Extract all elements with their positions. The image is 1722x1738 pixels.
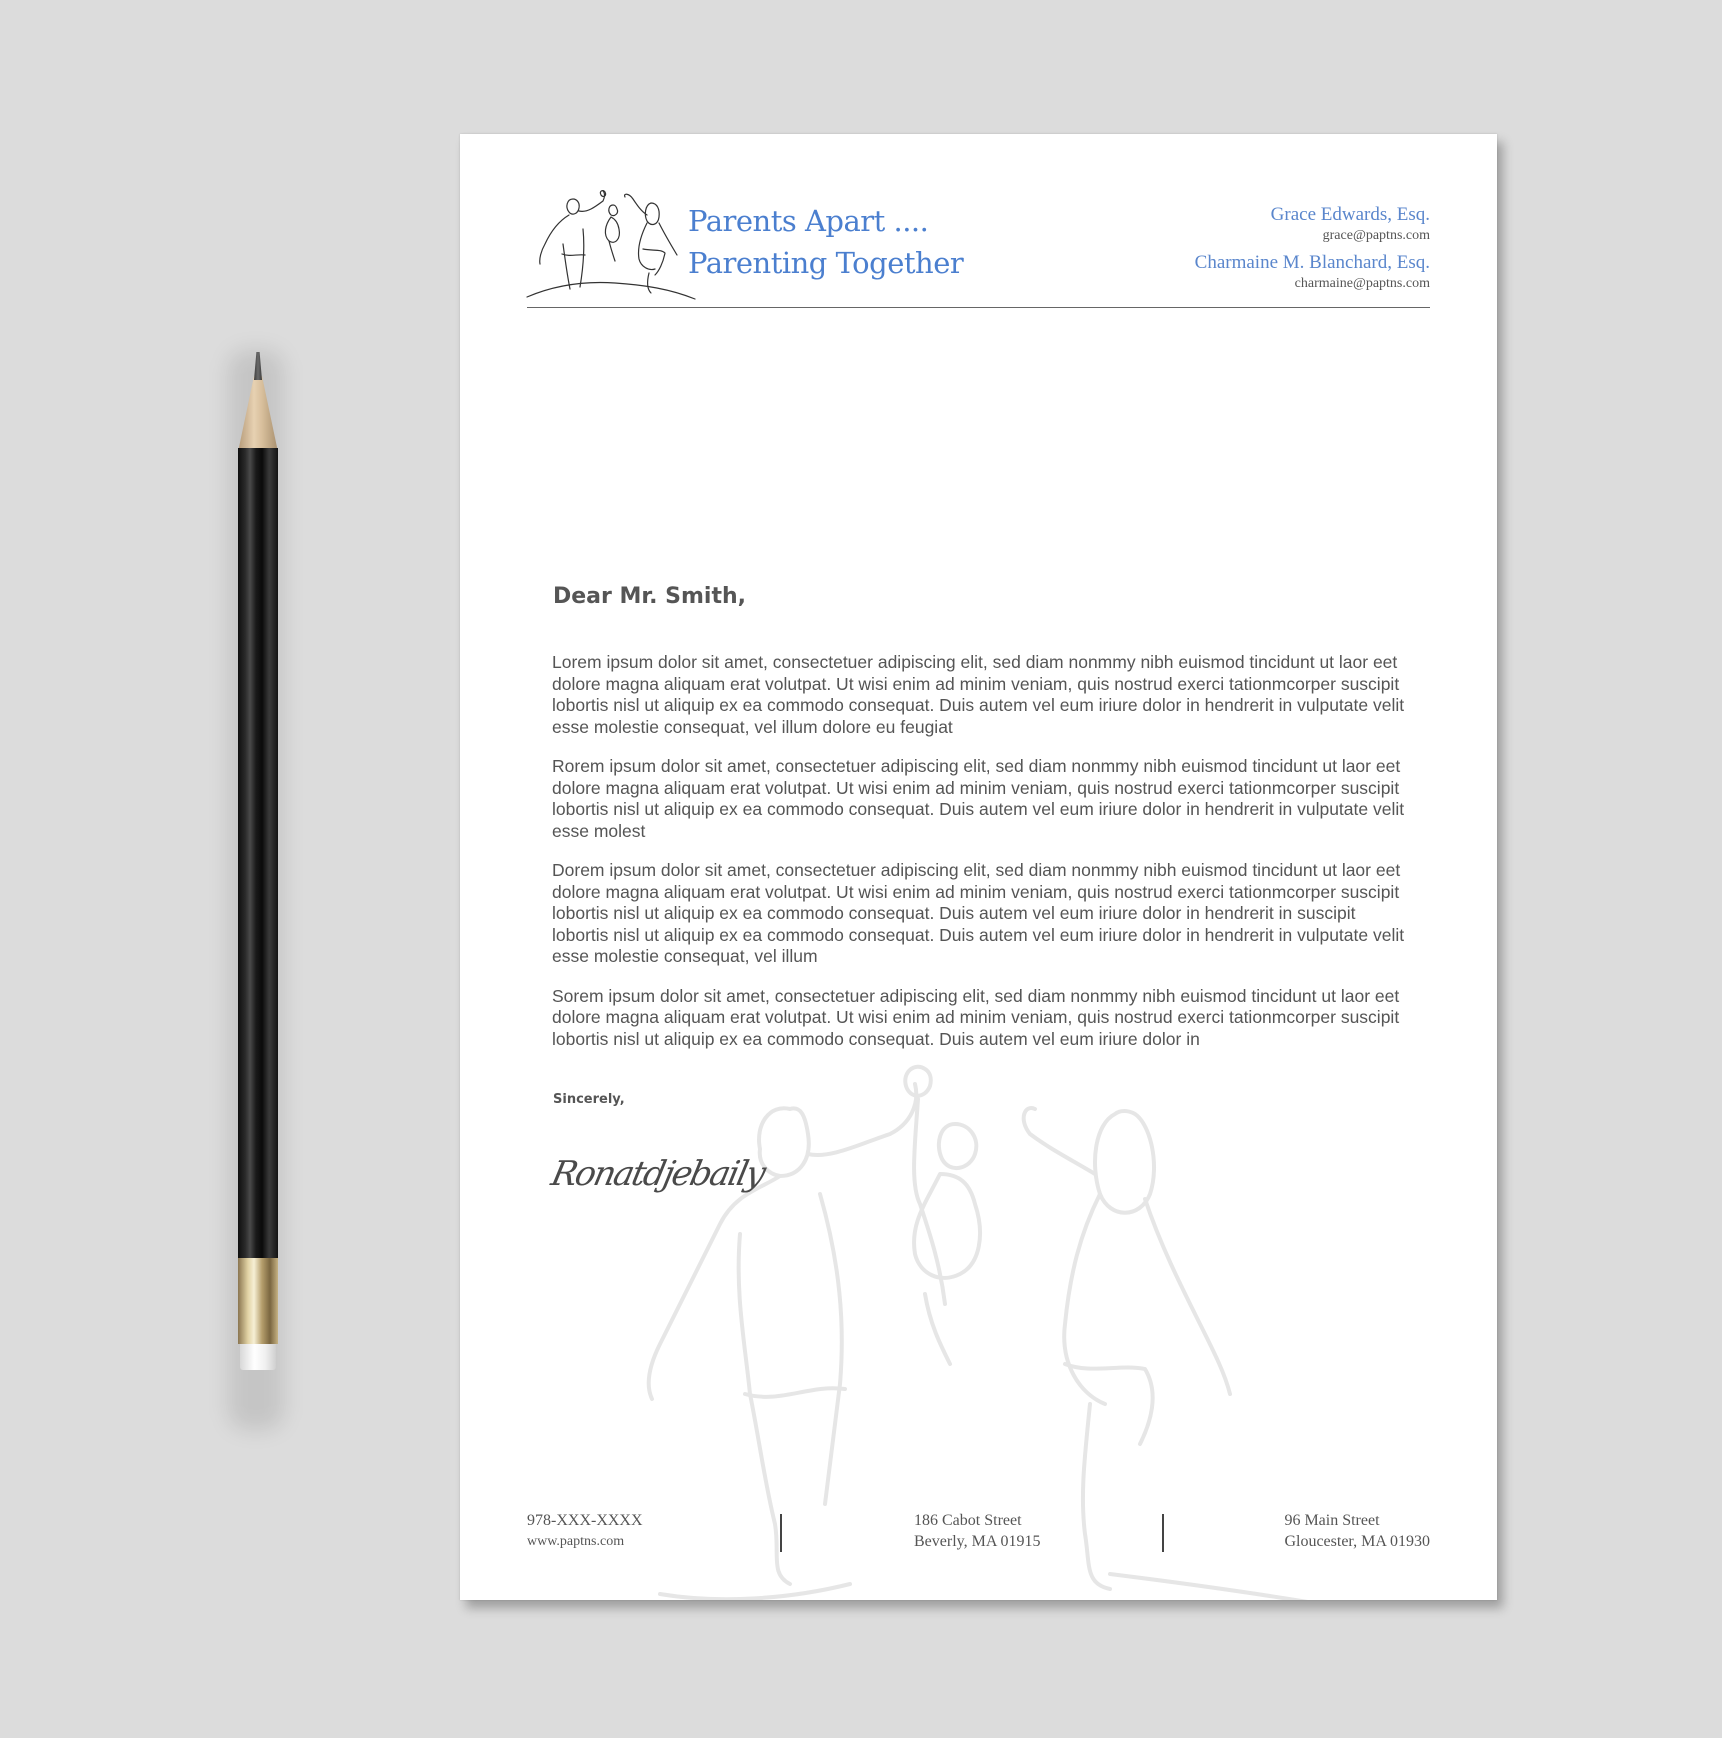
footer-divider [780,1514,782,1552]
office-2-street: 96 Main Street [1284,1512,1380,1529]
contact-email-2[interactable]: charmaine@paptns.com [1294,276,1430,291]
paragraph: Rorem ipsum dolor sit amet, consectetuer adipiscing elit, sed diam nonmmy nibh euismod tincidunt ut laor eet dolore magna aliquam erat volutpat. Ut wisi enim ad minim veniam, quis nostrud exerci tationmcorper suscipit lobortis nisl ut aliquip ex ea commodo consequat. Duis autem vel eum iriure dolor in hendrerit in vulputate velit esse molest [552,756,1405,841]
paragraph: Lorem ipsum dolor sit amet, consectetuer adipiscing elit, sed diam nonmmy nibh euismod tincidunt ut laor eet dolore magna aliquam erat volutpat. Ut wisi enim ad minim veniam, quis nostrud exerci tationmcorper suscipit lobortis nisl ut aliquip ex ea commodo consequat. Duis autem vel eum iriure dolor in hendrerit in vulputate velit esse molestie consequat, vel illum dolore eu feugiat [552,652,1405,737]
office-1-street: 186 Cabot Street [914,1512,1022,1529]
footer-divider [1162,1514,1164,1552]
footer-office-1 [914,1510,1041,1552]
letterhead-page [460,134,1497,1600]
brand-name [688,200,963,284]
footer-phone: 978-XXX-XXXX [527,1512,643,1529]
salutation: Dear Mr. Smith, [553,584,747,609]
closing: Sincerely, [553,1092,625,1107]
paragraph: Dorem ipsum dolor sit amet, consectetuer adipiscing elit, sed diam nonmmy nibh euismod tincidunt ut laor eet dolore magna aliquam erat volutpat. Ut wisi enim ad minim veniam, quis nostrud exerci tationmcorper suscipit lobortis nisl ut aliquip ex ea commodo consequat. Duis autem vel eum iriure dolor in hendrerit in suscipit lobortis nisl ut aliquip ex ea commodo consequat. Duis autem vel eum iriure dolor in hendrerit in vulputate velit esse molestie consequat, vel illum [552,860,1405,966]
pencil-ferrule [238,1258,278,1344]
brand-line-1: Parents Apart .... [688,204,929,238]
footer-contact [527,1510,643,1552]
pencil-lead [254,352,262,380]
pencil-wood-tip [238,376,278,452]
signature: Ronatdjebaily [547,1154,768,1194]
office-1-city: Beverly, MA 01915 [914,1533,1041,1550]
family-line-art-icon [525,189,700,301]
pencil-body [238,448,278,1258]
letterhead-footer [460,1510,1497,1560]
letter-body [552,652,1412,1068]
contact-email-1[interactable]: grace@paptns.com [1322,228,1430,243]
office-2-city: Gloucester, MA 01930 [1284,1533,1430,1550]
paragraph: Sorem ipsum dolor sit amet, consectetuer adipiscing elit, sed diam nonmmy nibh euismod tincidunt ut laor eet dolore magna aliquam erat volutpat. Ut wisi enim ad minim veniam, quis nostrud exerci tationmcorper suscipit lobortis nisl ut aliquip ex ea commodo consequat. Duis autem vel eum iriure dolor in [552,985,1400,1049]
brand-line-2: Parenting Together [688,246,964,280]
footer-website[interactable]: www.paptns.com [527,1534,625,1549]
pencil-icon [236,348,280,1418]
header-divider [527,307,1430,308]
contact-name-1: Grace Edwards, Esq. [1270,204,1430,225]
pencil-eraser [240,1344,276,1370]
header-contacts [1195,204,1430,300]
footer-office-2 [1284,1510,1430,1552]
contact-name-2: Charmaine M. Blanchard, Esq. [1194,252,1430,273]
